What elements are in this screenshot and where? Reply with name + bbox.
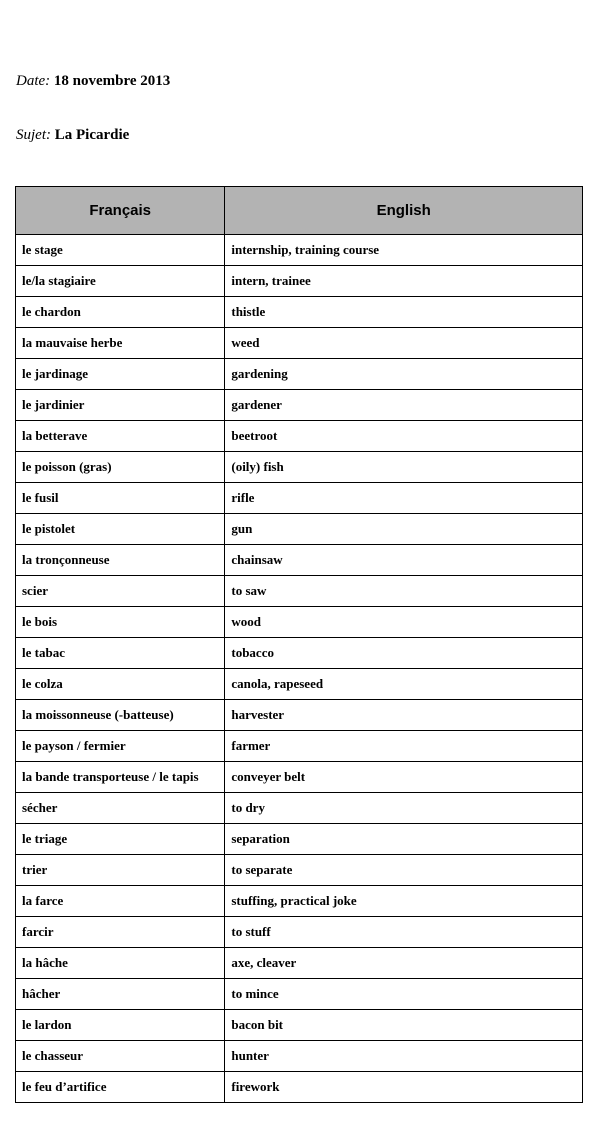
french-term-cell: le jardinage [16, 359, 225, 390]
english-translation-cell: tobacco [225, 638, 583, 669]
column-header-french: Français [16, 187, 225, 235]
date-line [16, 72, 170, 90]
english-translation-cell: stuffing, practical joke [225, 886, 583, 917]
french-term-cell: le feu d’artifice [16, 1072, 225, 1103]
table-body [16, 235, 583, 1103]
table-row [16, 1041, 583, 1072]
english-translation-cell: weed [225, 328, 583, 359]
french-term-cell: le jardinier [16, 390, 225, 421]
subject-value: La Picardie [54, 127, 130, 143]
subject-label: Sujet: [16, 127, 51, 143]
table-row [16, 886, 583, 917]
english-translation-cell: canola, rapeseed [225, 669, 583, 700]
french-term-cell: la mauvaise herbe [16, 328, 225, 359]
french-term-cell: trier [16, 855, 225, 886]
date-label: Date: [16, 73, 51, 89]
english-translation-cell: firework [225, 1072, 583, 1103]
table-row [16, 762, 583, 793]
english-translation-cell: to dry [225, 793, 583, 824]
french-term-cell: le lardon [16, 1010, 225, 1041]
english-translation-cell: chainsaw [225, 545, 583, 576]
french-term-cell: le stage [16, 235, 225, 266]
vocabulary-table [15, 186, 583, 1103]
table-row [16, 1010, 583, 1041]
subject-line [16, 126, 129, 144]
english-translation-cell: rifle [225, 483, 583, 514]
english-translation-cell: thistle [225, 297, 583, 328]
french-term-cell: la tronçonneuse [16, 545, 225, 576]
english-translation-cell: intern, trainee [225, 266, 583, 297]
english-translation-cell: gardening [225, 359, 583, 390]
french-term-cell: la betterave [16, 421, 225, 452]
french-term-cell: la farce [16, 886, 225, 917]
table-row [16, 576, 583, 607]
table-row [16, 793, 583, 824]
french-term-cell: farcir [16, 917, 225, 948]
english-translation-cell: gun [225, 514, 583, 545]
french-term-cell: la moissonneuse (-batteuse) [16, 700, 225, 731]
french-term-cell: scier [16, 576, 225, 607]
table-row [16, 731, 583, 762]
english-translation-cell: (oily) fish [225, 452, 583, 483]
english-translation-cell: to mince [225, 979, 583, 1010]
column-header-english: English [225, 187, 583, 235]
english-translation-cell: axe, cleaver [225, 948, 583, 979]
english-translation-cell: to separate [225, 855, 583, 886]
table-row [16, 948, 583, 979]
table-row [16, 545, 583, 576]
english-translation-cell: harvester [225, 700, 583, 731]
english-translation-cell: hunter [225, 1041, 583, 1072]
table-row [16, 328, 583, 359]
table-row [16, 514, 583, 545]
table-row [16, 235, 583, 266]
french-term-cell: le tabac [16, 638, 225, 669]
french-term-cell: le/la stagiaire [16, 266, 225, 297]
french-term-cell: le bois [16, 607, 225, 638]
english-translation-cell: beetroot [225, 421, 583, 452]
table-row [16, 979, 583, 1010]
table-row [16, 452, 583, 483]
table-row [16, 700, 583, 731]
table-row [16, 824, 583, 855]
french-term-cell: le chardon [16, 297, 225, 328]
english-translation-cell: gardener [225, 390, 583, 421]
table-row [16, 638, 583, 669]
table-row [16, 917, 583, 948]
table-row [16, 359, 583, 390]
english-translation-cell: to saw [225, 576, 583, 607]
french-term-cell: le pistolet [16, 514, 225, 545]
table-row [16, 421, 583, 452]
french-term-cell: le poisson (gras) [16, 452, 225, 483]
english-translation-cell: internship, training course [225, 235, 583, 266]
french-term-cell: le colza [16, 669, 225, 700]
french-term-cell: le payson / fermier [16, 731, 225, 762]
date-value: 18 novembre 2013 [53, 73, 171, 89]
english-translation-cell: conveyer belt [225, 762, 583, 793]
english-translation-cell: farmer [225, 731, 583, 762]
table-row [16, 607, 583, 638]
english-translation-cell: separation [225, 824, 583, 855]
french-term-cell: la bande transporteuse / le tapis [16, 762, 225, 793]
table-row [16, 297, 583, 328]
table-row [16, 1072, 583, 1103]
table-row [16, 483, 583, 514]
table-row [16, 855, 583, 886]
french-term-cell: le chasseur [16, 1041, 225, 1072]
english-translation-cell: bacon bit [225, 1010, 583, 1041]
french-term-cell: la hâche [16, 948, 225, 979]
french-term-cell: le fusil [16, 483, 225, 514]
english-translation-cell: wood [225, 607, 583, 638]
table-row [16, 266, 583, 297]
french-term-cell: hâcher [16, 979, 225, 1010]
french-term-cell: le triage [16, 824, 225, 855]
english-translation-cell: to stuff [225, 917, 583, 948]
table-row [16, 390, 583, 421]
table-row [16, 669, 583, 700]
table-header-row [16, 187, 583, 235]
french-term-cell: sécher [16, 793, 225, 824]
